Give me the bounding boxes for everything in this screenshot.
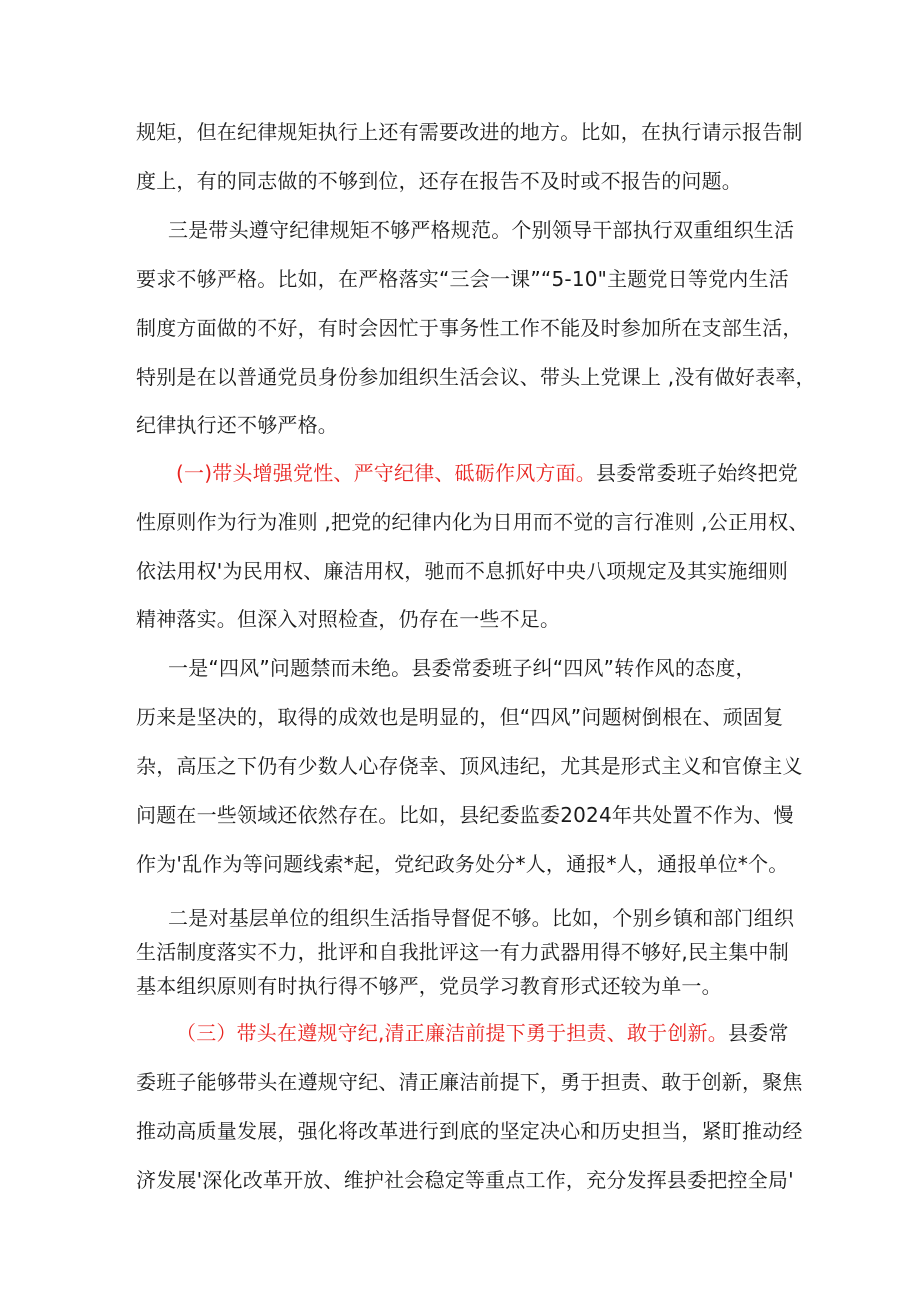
text-line: 作为'乱作为等问题线索*起，党纪政务处分*人，通报*人，通报单位*个。 (136, 852, 789, 876)
text-line: 生活制度落实不力，批评和自我批评这一有力武器用得不够好,民主集中制 (136, 940, 789, 964)
text-line: 制度方面做的不好，有时会因忙于事务性工作不能及时参加所在支部生活， (136, 316, 803, 340)
text-line: 精神落实。但深入对照检查，仍存在一些不足。 (136, 607, 561, 631)
text-line: 要求不够严格。比如，在严格落实“三会一课”“5-10"主题党日等党内生活 (136, 267, 789, 291)
text-line: 纪律执行还不够严格。 (136, 413, 338, 437)
text-line: 基本组织原则有时执行得不够严，党员学习教育形式还较为单一。 (136, 974, 722, 998)
text-line: 推动高质量发展，强化将改革进行到底的坚定决心和历史担当，紧盯推动经 (136, 1119, 803, 1143)
section-heading: （三）带头在遵规守纪,清正廉洁前提下勇于担责、敢于创新。 (176, 1021, 728, 1045)
text-line: 委班子能够带头在遵规守纪、清正廉洁前提下，勇于担责、敢于创新，聚焦 (136, 1070, 803, 1094)
text-line: 度上，有的同志做的不够到位，还存在报告不及时或不报告的问题。 (136, 169, 742, 193)
text-line: 三是带头遵守纪律规矩不够严格规范。个别领导干部执行双重组织生活 (168, 218, 795, 242)
text-line: 杂，高压之下仍有少数人心存侥幸、顶风违纪，尤其是形式主义和官僚主义 (136, 754, 803, 778)
text-line: 规矩，但在纪律规矩执行上还有需要改进的地方。比如，在执行请示报告制 (136, 120, 803, 144)
section-heading-line (176, 1019, 836, 1047)
text-line: 历来是坚决的，取得的成效也是明显的，但“四风”问题树倒根在、顽固复 (136, 705, 784, 729)
text-line: 济发展'深化改革开放、维护社会稳定等重点工作，充分发挥县委把控全局' (136, 1168, 794, 1192)
text-line: 问题在一些领域还依然存在。比如，县纪委监委2024年共处置不作为、慢 (136, 803, 794, 827)
section-heading: (一)带头增强党性、严守纪律、砥砺作风方面。 (176, 461, 597, 485)
text-line: 一是“四风”问题禁而未绝。县委常委班子纠“四风”转作风的态度， (168, 656, 756, 680)
text-line: 特别是在以普通党员身份参加组织生活会议、带头上党课上 ,没有做好表率， (136, 365, 816, 389)
section-heading-line (176, 459, 836, 487)
text-run: 县委常委班子始终把党 (596, 461, 799, 485)
text-line: 性原则作为行为准则 ,把党的纪律内化为日用而不觉的言行准则 ,公正用权、 (136, 510, 809, 534)
text-line: 二是对基层单位的组织生活指导督促不够。比如，个别乡镇和部门组织 (168, 906, 795, 930)
text-line: 依法用权'为民用权、廉洁用权，驰而不息抓好中央八项规定及其实施细则 (136, 559, 789, 583)
text-run: 县委常 (727, 1021, 789, 1045)
